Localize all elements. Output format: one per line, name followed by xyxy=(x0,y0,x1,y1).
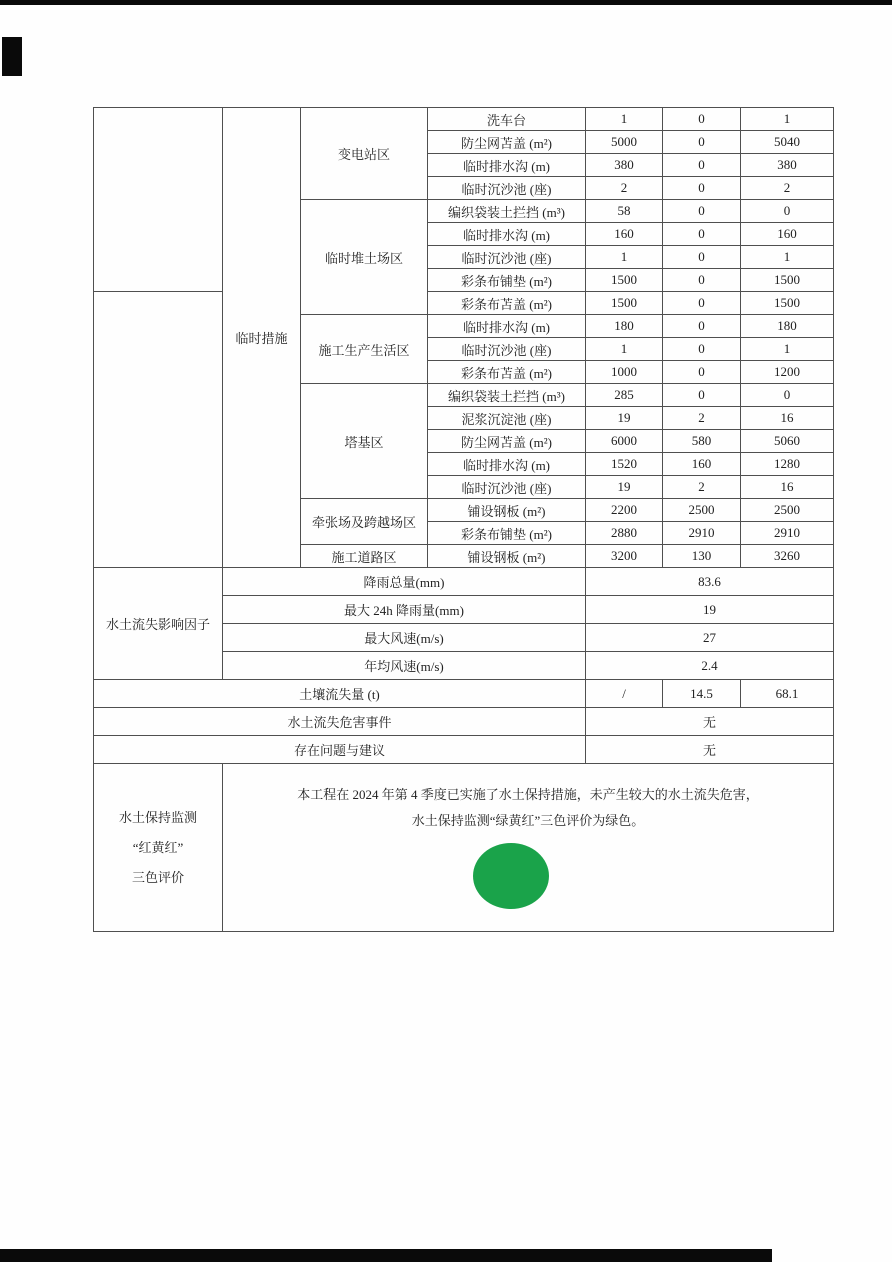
zone-label: 施工生产生活区 xyxy=(301,315,428,384)
soil-loss-label: 土壤流失量 (t) xyxy=(94,680,586,708)
value-cell: 380 xyxy=(586,154,663,177)
value-cell: 19 xyxy=(586,407,663,430)
value-cell: 6000 xyxy=(586,430,663,453)
temp-measures-label: 临时措施 xyxy=(223,108,301,568)
value-cell: 2 xyxy=(663,407,741,430)
value-cell: 0 xyxy=(663,223,741,246)
value-cell: 0 xyxy=(663,154,741,177)
value-cell: 58 xyxy=(586,200,663,223)
zone-label: 临时堆土场区 xyxy=(301,200,428,315)
item-label: 洗车台 xyxy=(428,108,586,131)
item-label: 临时沉沙池 (座) xyxy=(428,476,586,499)
value-cell: 2 xyxy=(741,177,834,200)
factor-value: 83.6 xyxy=(586,568,834,596)
factor-value: 2.4 xyxy=(586,652,834,680)
value-cell: 0 xyxy=(663,246,741,269)
value-cell: 1 xyxy=(741,108,834,131)
value-cell: 16 xyxy=(741,476,834,499)
value-cell: 0 xyxy=(663,361,741,384)
table-row xyxy=(94,108,834,131)
value-cell: 160 xyxy=(586,223,663,246)
value-cell: 2500 xyxy=(741,499,834,522)
factors-label: 水土流失影响因子 xyxy=(94,568,223,680)
monitoring-table xyxy=(93,107,834,932)
value-cell: 0 xyxy=(663,200,741,223)
table-row xyxy=(94,736,834,764)
value-cell: 2 xyxy=(663,476,741,499)
soil-loss-value: / xyxy=(586,680,663,708)
table-row xyxy=(94,568,834,596)
value-cell: 0 xyxy=(663,177,741,200)
value-cell: 3200 xyxy=(586,545,663,568)
indicator-container xyxy=(225,843,831,913)
value-cell: 0 xyxy=(663,131,741,154)
value-cell: 0 xyxy=(663,315,741,338)
category-cell-upper xyxy=(94,108,223,292)
value-cell: 160 xyxy=(663,453,741,476)
value-cell: 1200 xyxy=(741,361,834,384)
evaluation-label-line: 三色评价 xyxy=(131,869,184,885)
item-label: 铺设钢板 (m²) xyxy=(428,545,586,568)
zone-label: 塔基区 xyxy=(301,384,428,499)
item-label: 临时沉沙池 (座) xyxy=(428,177,586,200)
zone-label: 变电站区 xyxy=(301,108,428,200)
value-cell: 380 xyxy=(741,154,834,177)
item-label: 彩条布铺垫 (m²) xyxy=(428,522,586,545)
value-cell: 0 xyxy=(663,108,741,131)
value-cell: 1 xyxy=(741,338,834,361)
value-cell: 1 xyxy=(586,246,663,269)
item-label: 彩条布苫盖 (m²) xyxy=(428,292,586,315)
category-cell-lower xyxy=(94,292,223,568)
value-cell: 1500 xyxy=(741,269,834,292)
item-label: 临时排水沟 (m) xyxy=(428,154,586,177)
table-row xyxy=(94,708,834,736)
value-cell: 5040 xyxy=(741,131,834,154)
value-cell: 2910 xyxy=(741,522,834,545)
factor-item: 最大风速(m/s) xyxy=(223,624,586,652)
table-row xyxy=(94,764,834,932)
value-cell: 1 xyxy=(586,338,663,361)
factor-item: 最大 24h 降雨量(mm) xyxy=(223,596,586,624)
value-cell: 1500 xyxy=(741,292,834,315)
item-label: 临时排水沟 (m) xyxy=(428,315,586,338)
value-cell: 285 xyxy=(586,384,663,407)
soil-loss-value: 14.5 xyxy=(663,680,741,708)
factor-item: 降雨总量(mm) xyxy=(223,568,586,596)
soil-loss-value: 68.1 xyxy=(741,680,834,708)
hazard-label: 水土流失危害事件 xyxy=(94,708,586,736)
value-cell: 1 xyxy=(586,108,663,131)
item-label: 编织袋装土拦挡 (m³) xyxy=(428,384,586,407)
scan-artifact-bottom-bar xyxy=(0,1249,772,1262)
item-label: 防尘网苫盖 (m²) xyxy=(428,131,586,154)
value-cell: 2500 xyxy=(663,499,741,522)
value-cell: 1500 xyxy=(586,269,663,292)
value-cell: 160 xyxy=(741,223,834,246)
zone-label: 施工道路区 xyxy=(301,545,428,568)
value-cell: 180 xyxy=(586,315,663,338)
value-cell: 5060 xyxy=(741,430,834,453)
table-row xyxy=(94,680,834,708)
green-rating-indicator xyxy=(473,843,549,909)
evaluation-body xyxy=(223,764,834,932)
item-label: 彩条布铺垫 (m²) xyxy=(428,269,586,292)
item-label: 临时沉沙池 (座) xyxy=(428,338,586,361)
value-cell: 0 xyxy=(663,384,741,407)
value-cell: 1000 xyxy=(586,361,663,384)
table-row xyxy=(94,292,834,315)
factor-item: 年均风速(m/s) xyxy=(223,652,586,680)
item-label: 临时排水沟 (m) xyxy=(428,453,586,476)
zone-label: 牵张场及跨越场区 xyxy=(301,499,428,545)
value-cell: 1520 xyxy=(586,453,663,476)
item-label: 泥浆沉淀池 (座) xyxy=(428,407,586,430)
value-cell: 2880 xyxy=(586,522,663,545)
value-cell: 0 xyxy=(663,292,741,315)
evaluation-label-line: 水土保持监测 xyxy=(118,809,197,825)
value-cell: 0 xyxy=(741,200,834,223)
item-label: 临时沉沙池 (座) xyxy=(428,246,586,269)
item-label: 彩条布苫盖 (m²) xyxy=(428,361,586,384)
evaluation-text: 本工程在 2024 年第 4 季度已实施了水土保持措施，未产生较大的水土流失危害， xyxy=(297,787,759,802)
evaluation-text: 水土保持监测“绿黄红”三色评价为绿色。 xyxy=(411,813,645,828)
value-cell: 1500 xyxy=(586,292,663,315)
value-cell: 2 xyxy=(586,177,663,200)
value-cell: 19 xyxy=(586,476,663,499)
issues-value: 无 xyxy=(586,736,834,764)
issues-label: 存在问题与建议 xyxy=(94,736,586,764)
value-cell: 1 xyxy=(741,246,834,269)
value-cell: 0 xyxy=(663,269,741,292)
hazard-value: 无 xyxy=(586,708,834,736)
value-cell: 580 xyxy=(663,430,741,453)
value-cell: 3260 xyxy=(741,545,834,568)
value-cell: 2200 xyxy=(586,499,663,522)
value-cell: 130 xyxy=(663,545,741,568)
value-cell: 16 xyxy=(741,407,834,430)
item-label: 防尘网苫盖 (m²) xyxy=(428,430,586,453)
item-label: 铺设钢板 (m²) xyxy=(428,499,586,522)
item-label: 编织袋装土拦挡 (m³) xyxy=(428,200,586,223)
value-cell: 0 xyxy=(741,384,834,407)
scan-artifact-corner-mark xyxy=(2,37,22,76)
value-cell: 2910 xyxy=(663,522,741,545)
evaluation-label-line: “红黄红” xyxy=(132,839,184,855)
scan-artifact-top-bar xyxy=(0,0,892,5)
factor-value: 27 xyxy=(586,624,834,652)
factor-value: 19 xyxy=(586,596,834,624)
value-cell: 5000 xyxy=(586,131,663,154)
item-label: 临时排水沟 (m) xyxy=(428,223,586,246)
value-cell: 0 xyxy=(663,338,741,361)
evaluation-label xyxy=(94,764,223,932)
value-cell: 180 xyxy=(741,315,834,338)
value-cell: 1280 xyxy=(741,453,834,476)
